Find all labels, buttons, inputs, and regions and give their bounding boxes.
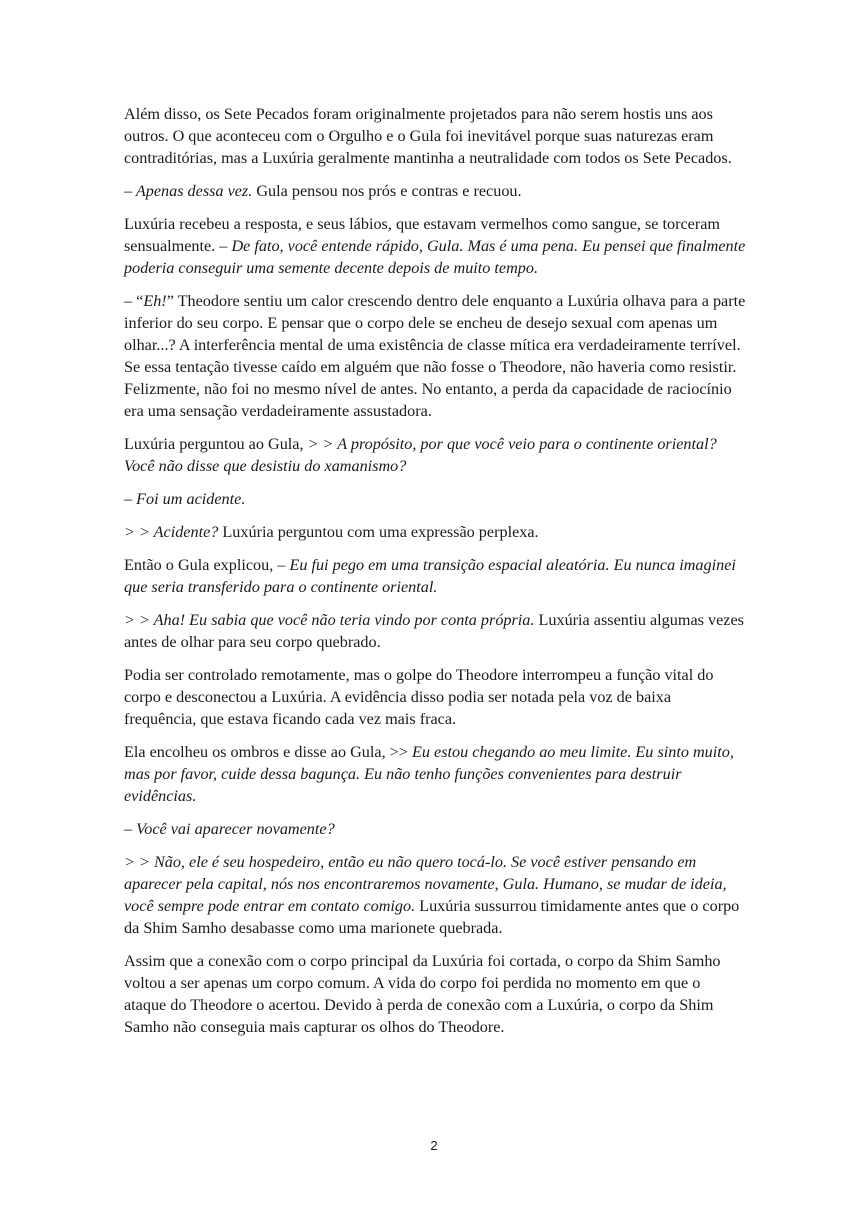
paragraph-5: Luxúria perguntou ao Gula, > > A propósito, por que você veio para o continente oriental? Você não disse que desistiu do xamanismo? (124, 435, 717, 475)
paragraph-6: – Foi um acidente. (124, 490, 246, 508)
page-number: 2 (430, 1138, 438, 1153)
paragraph-12: – Você vai aparecer novamente? (124, 820, 335, 838)
paragraph-1: Além disso, os Sete Pecados foram originalmente projetados para não serem hostis uns aos outros. O que aconteceu com o Orgulho e o Gula foi inevitável porque suas naturezas eram contraditórias, mas a Luxúria geralmente mantinha a neutralidade com todos os Sete Pecados. (124, 105, 732, 167)
paragraph-3: Luxúria recebeu a resposta, e seus lábios, que estavam vermelhos como sangue, se torceram sensualmente. – De fato, você entende rápido, Gula. Mas é uma pena. Eu pensei que finalmente poderia conseguir uma semente decente depois de muito tempo. (124, 215, 746, 277)
paragraph-8: Então o Gula explicou, – Eu fui pego em uma transição espacial aleatória. Eu nunca imaginei que seria transferido para o continente oriental. (124, 556, 736, 596)
paragraph-2: – Apenas dessa vez. Gula pensou nos prós e contras e recuou. (124, 182, 522, 200)
paragraph-13: > > Não, ele é seu hospedeiro, então eu não quero tocá-lo. Se você estiver pensando em aparecer pela capital, nós nos encontraremos novamente, Gula. Humano, se mudar de ideia, você sempre pode entrar em contato comigo. Luxúria sussurrou timidamente antes que o corpo da Shim Samho desabasse como uma marionete quebrada. (124, 853, 740, 937)
paragraph-9: > > Aha! Eu sabia que você não teria vindo por conta própria. Luxúria assentiu algumas vezes antes de olhar para seu corpo quebrado. (124, 611, 744, 651)
paragraph-7: > > Acidente? Luxúria perguntou com uma expressão perplexa. (124, 523, 539, 541)
paragraph-10: Podia ser controlado remotamente, mas o golpe do Theodore interrompeu a função vital do corpo e desconectou a Luxúria. A evidência disso podia ser notada pela voz de baixa frequência, que estava ficando cada vez mais fraca. (124, 666, 714, 728)
paragraph-11: Ela encolheu os ombros e disse ao Gula, >> Eu estou chegando ao meu limite. Eu sinto muito, mas por favor, cuide dessa bagunça. Eu não tenho funções convenientes para destruir evidências. (124, 743, 734, 805)
paragraph-4: – “Eh!” Theodore sentiu um calor crescendo dentro dele enquanto a Luxúria olhava para a parte inferior do seu corpo. E pensar que o corpo dele se encheu de desejo sexual com apenas um olhar...? A interferência mental de uma existência de classe mítica era verdadeiramente terrível. Se essa tentação tivesse caído em alguém que não fosse o Theodore, não haveria como resistir. Felizmente, não foi no mesmo nível de antes. No entanto, a perda da capacidade de raciocínio era uma sensação verdadeiramente assustadora. (124, 292, 746, 420)
paragraph-14: Assim que a conexão com o corpo principal da Luxúria foi cortada, o corpo da Shim Samho voltou a ser apenas um corpo comum. A vida do corpo foi perdida no momento em que o ataque do Theodore o acertou. Devido à perda de conexão com a Luxúria, o corpo da Shim Samho não conseguia mais capturar os olhos do Theodore. (124, 952, 721, 1036)
document-body (124, 103, 746, 1049)
